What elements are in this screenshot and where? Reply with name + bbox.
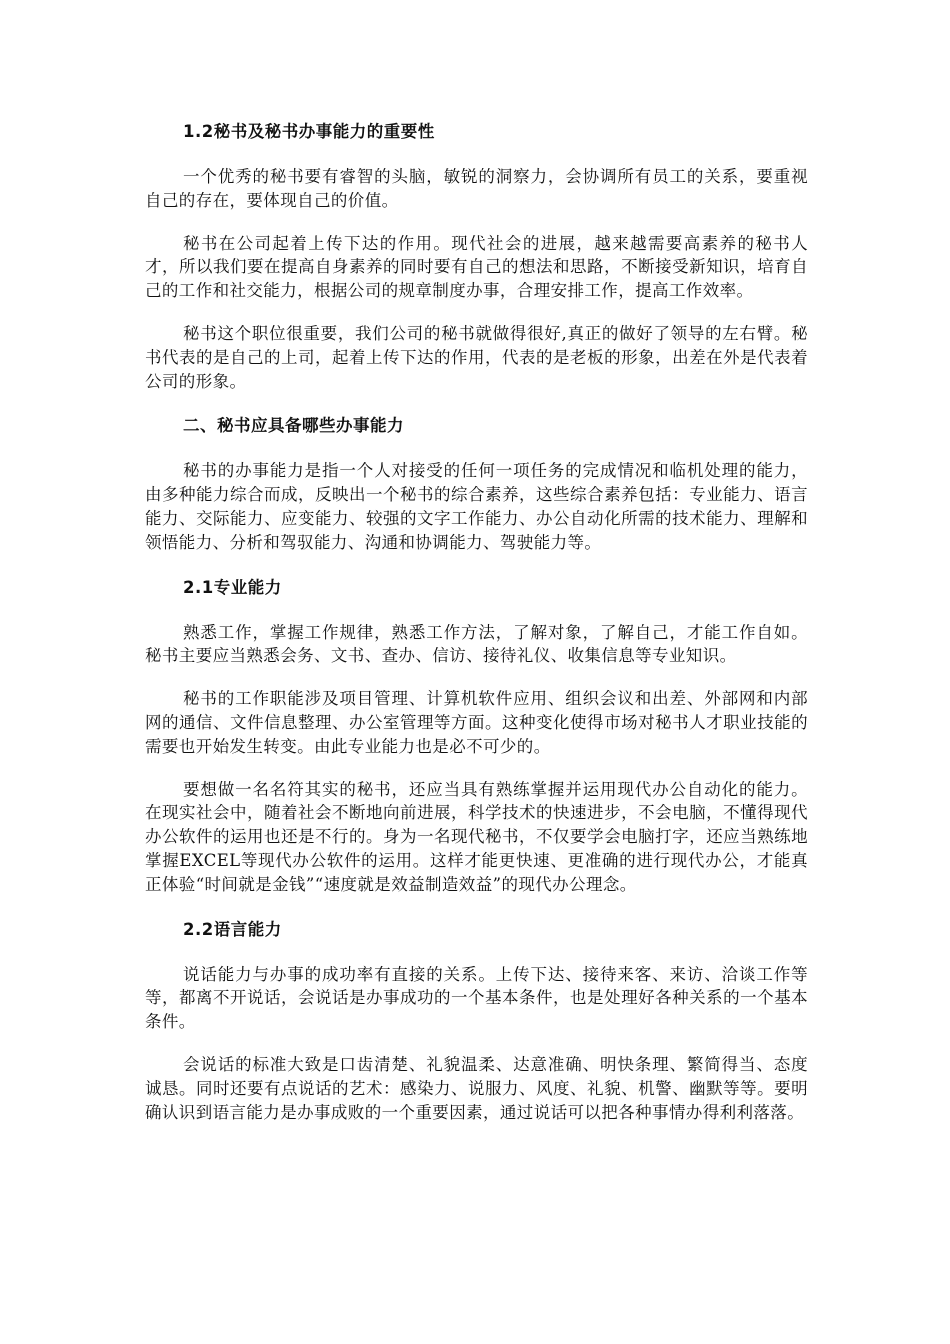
- document-page: [145, 118, 808, 1143]
- paragraph: 秘书的工作职能涉及项目管理、计算机软件应用、组织会议和出差、外部网和内部网的通信、文件信息整理、办公室管理等方面。这种变化使得市场对秘书人才职业技能的需要也开始发生转变。由此专业能力也是必不可少的。: [145, 689, 808, 756]
- paragraph: 秘书在公司起着上传下达的作用。现代社会的进展，越来越需要高素养的秘书人才，所以我们要在提高自身素养的同时要有自己的想法和思路，不断接受新知识，培育自己的工作和社交能力，根据公司的规章制度办事，合理安排工作，提高工作效率。: [145, 233, 808, 301]
- paragraph: 一个优秀的秘书要有睿智的头脑，敏锐的洞察力，会协调所有员工的关系，要重视自己的存在，要体现自己的价值。: [145, 167, 808, 210]
- paragraph: 要想做一名名符其实的秘书，还应当具有熟练掌握并运用现代办公自动化的能力。在现实社会中，随着社会不断地向前进展，科学技术的快速进步，不会电脑，不懂得现代办公软件的运用也还是不行的。身为一名现代秘书，不仅要学会电脑打字，还应当熟练地掌握EXCEL等现代办公软件的运用。这样才能更快速、更准确的进行现代办公，才能真正体验“时间就是金钱”“速度就是效益制造效益”的现代办公理念。: [145, 779, 808, 894]
- paragraph: 说话能力与办事的成功率有直接的关系。上传下达、接待来客、来访、洽谈工作等等，都离不开说话，会说话是办事成功的一个基本条件，也是处理好各种关系的一个基本条件。: [145, 964, 808, 1032]
- section-heading: 二、秘书应具备哪些办事能力: [183, 416, 404, 436]
- paragraph: 会说话的标准大致是口齿清楚、礼貌温柔、达意准确、明快条理、繁简得当、态度诚恳。同时还要有点说话的艺术：感染力、说服力、风度、礼貌、机警、幽默等等。要明确认识到语言能力是办事成败的一个重要因素，通过说话可以把各种事情办得利利落落。: [145, 1054, 808, 1122]
- section-heading: 1.2秘书及秘书办事能力的重要性: [183, 122, 435, 141]
- paragraph: 秘书这个职位很重要，我们公司的秘书就做得很好,真正的做好了领导的左右臂。秘书代表的是自己的上司，起着上传下达的作用，代表的是老板的形象，出差在外是代表着公司的形象。: [145, 323, 808, 391]
- section-heading: 2.1专业能力: [183, 577, 282, 597]
- section-heading: 2.2语言能力: [183, 919, 282, 939]
- paragraph: 秘书的办事能力是指一个人对接受的任何一项任务的完成情况和临机处理的能力，由多种能力综合而成，反映出一个秘书的综合素养，这些综合素养包括：专业能力、语言能力、交际能力、应变能力、较强的文字工作能力、办公自动化所需的技术能力、理解和领悟能力、分析和驾驭能力、沟通和协调能力、驾驶能力等。: [145, 461, 808, 552]
- paragraph: 熟悉工作，掌握工作规律，熟悉工作方法，了解对象，了解自己，才能工作自如。秘书主要应当熟悉会务、文书、查办、信访、接待礼仪、收集信息等专业知识。: [145, 622, 808, 666]
